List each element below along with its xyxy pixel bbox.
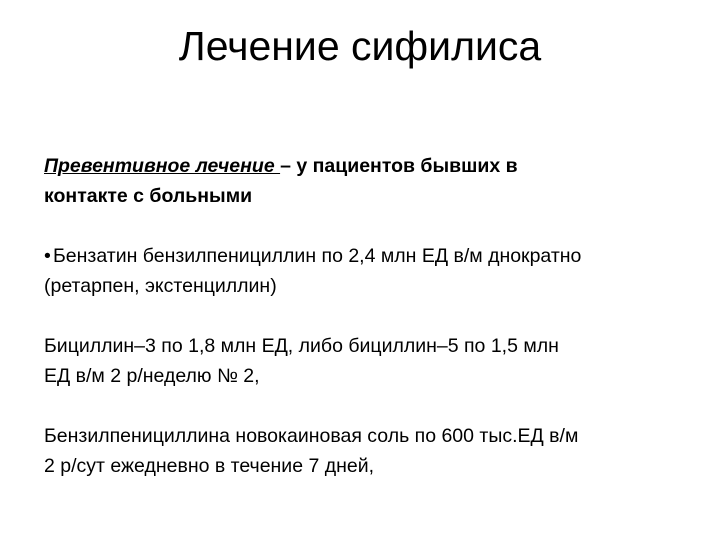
paragraph-bicillin-line-2: ЕД в/м 2 р/неделю № 2,	[44, 365, 260, 387]
slide-title: Лечение сифилиса	[178, 23, 542, 69]
heading-rest-line-1: – у пациентов бывших в	[280, 155, 518, 177]
paragraph-procaine	[44, 421, 684, 481]
spacer	[44, 211, 684, 241]
slide-body	[44, 151, 684, 481]
paragraph-procaine-line-1: Бензилпенициллина новокаиновая соль по 600 тыс.ЕД в/м	[44, 425, 579, 447]
heading-rest-line-2: контакте с больными	[44, 185, 253, 207]
bullet-line-2: (ретарпен, экстенциллин)	[44, 275, 277, 297]
bullet-line-1: Бензатин бензилпенициллин по 2,4 млн ЕД в/м днократно	[53, 245, 582, 267]
bullet-icon: •	[44, 245, 51, 267]
paragraph-bicillin	[44, 331, 684, 391]
paragraph-bicillin-line-1: Бициллин–3 по 1,8 млн ЕД, либо бициллин–5 по 1,5 млн	[44, 335, 559, 357]
paragraph-procaine-line-2: 2 р/сут ежедневно в течение 7 дней,	[44, 455, 375, 477]
spacer	[44, 391, 684, 421]
heading-term: Превентивное лечение	[44, 155, 281, 177]
section-heading	[44, 151, 684, 211]
spacer	[44, 301, 684, 331]
bullet-item	[44, 241, 684, 301]
